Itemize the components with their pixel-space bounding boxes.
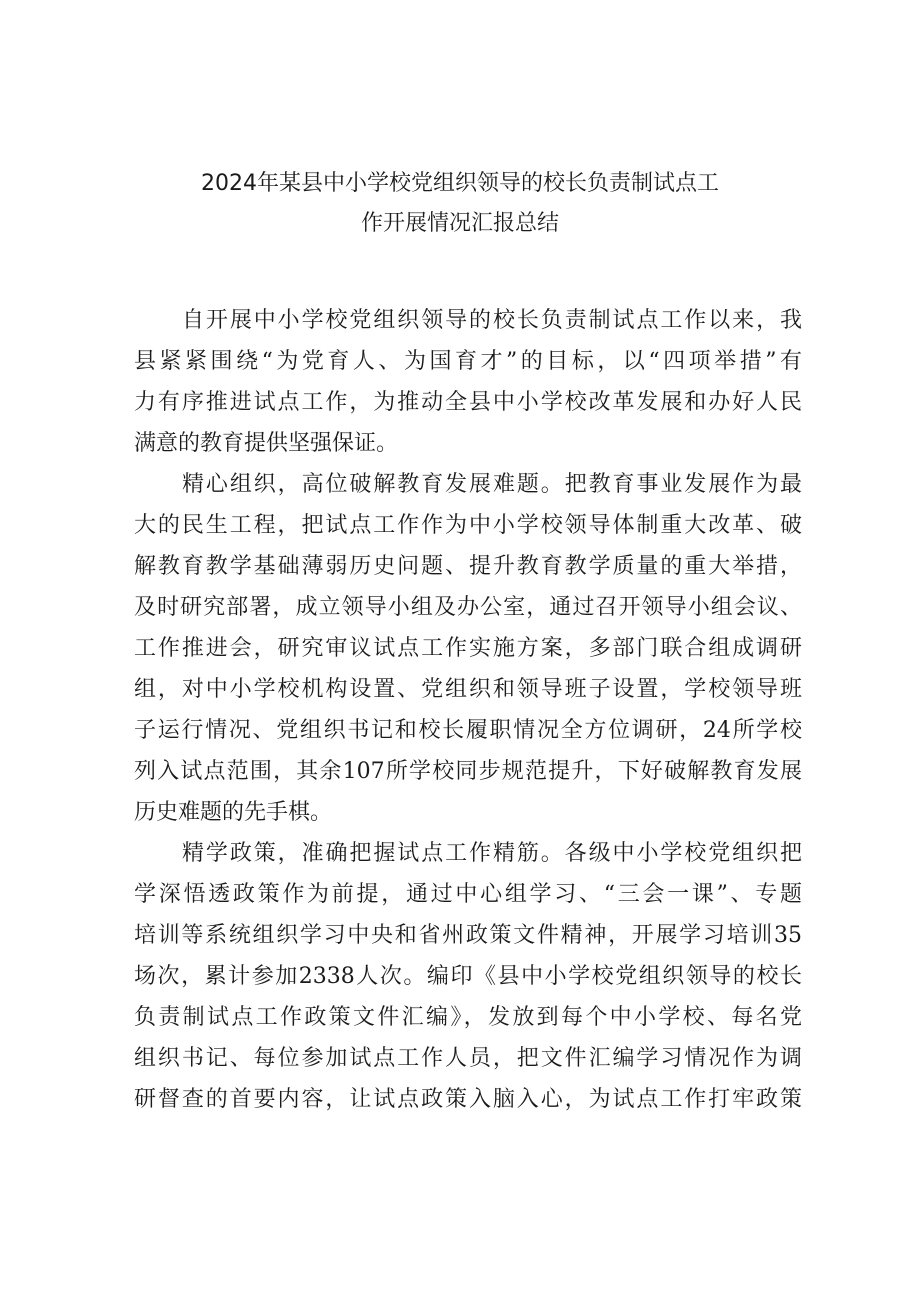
paragraph-line: 研督查的首要内容，让试点政策入脑入心，为试点工作打牢政策	[134, 1087, 802, 1112]
paragraph-line: 组，对中小学校机构设置、党组织和领导班子设置，学校领导班	[134, 677, 802, 702]
paragraph-line: 列入试点范围，其余107所学校同步规范提升，下好破解教育发展	[134, 759, 802, 784]
title-line-1: 2024年某县中小学校党组织领导的校长负责制试点工	[201, 171, 719, 196]
document-title	[0, 164, 920, 244]
paragraph-line: 解教育教学基础薄弱历史问题、提升教育教学质量的重大举措，	[134, 554, 802, 579]
paragraph-line: 学深悟透政策作为前提，通过中心组学习、“三会一课”、专题	[134, 882, 802, 907]
paragraph-organization	[134, 464, 802, 833]
paragraph-line: 场次，累计参加2338人次。编印《县中小学校党组织领导的校长	[134, 964, 802, 989]
paragraph-line: 负责制试点工作政策文件汇编》，发放到每个中小学校、每名党	[134, 1005, 802, 1030]
paragraph-intro	[134, 300, 802, 464]
paragraph-policy	[134, 833, 802, 1120]
paragraph-line: 满意的教育提供坚强保证。	[134, 431, 399, 456]
paragraph-line: 县紧紧围绕“为党育人、为国育才”的目标，以“四项举措”有	[134, 349, 802, 374]
paragraph-line: 子运行情况、党组织书记和校长履职情况全方位调研，24所学校	[134, 718, 802, 743]
paragraph-line: 培训等系统组织学习中央和省州政策文件精神，开展学习培训35	[134, 923, 802, 948]
paragraph-line: 及时研究部署，成立领导小组及办公室，通过召开领导小组会议、	[134, 595, 802, 620]
paragraph-line: 大的民生工程，把试点工作作为中小学校领导体制重大改革、破	[134, 513, 802, 538]
paragraph-line: 力有序推进试点工作，为推动全县中小学校改革发展和办好人民	[134, 390, 802, 415]
paragraph-line: 自开展中小学校党组织领导的校长负责制试点工作以来，我	[182, 308, 802, 333]
paragraph-line: 历史难题的先手棋。	[134, 800, 333, 825]
paragraph-line: 组织书记、每位参加试点工作人员，把文件汇编学习情况作为调	[134, 1046, 802, 1071]
paragraph-line: 工作推进会，研究审议试点工作实施方案，多部门联合组成调研	[134, 636, 802, 661]
paragraph-line: 精心组织，高位破解教育发展难题。把教育事业发展作为最	[182, 472, 802, 497]
document-body	[134, 300, 802, 1120]
title-line-2: 作开展情况汇报总结	[360, 211, 559, 236]
paragraph-line: 精学政策，准确把握试点工作精筋。各级中小学校党组织把	[182, 841, 802, 866]
